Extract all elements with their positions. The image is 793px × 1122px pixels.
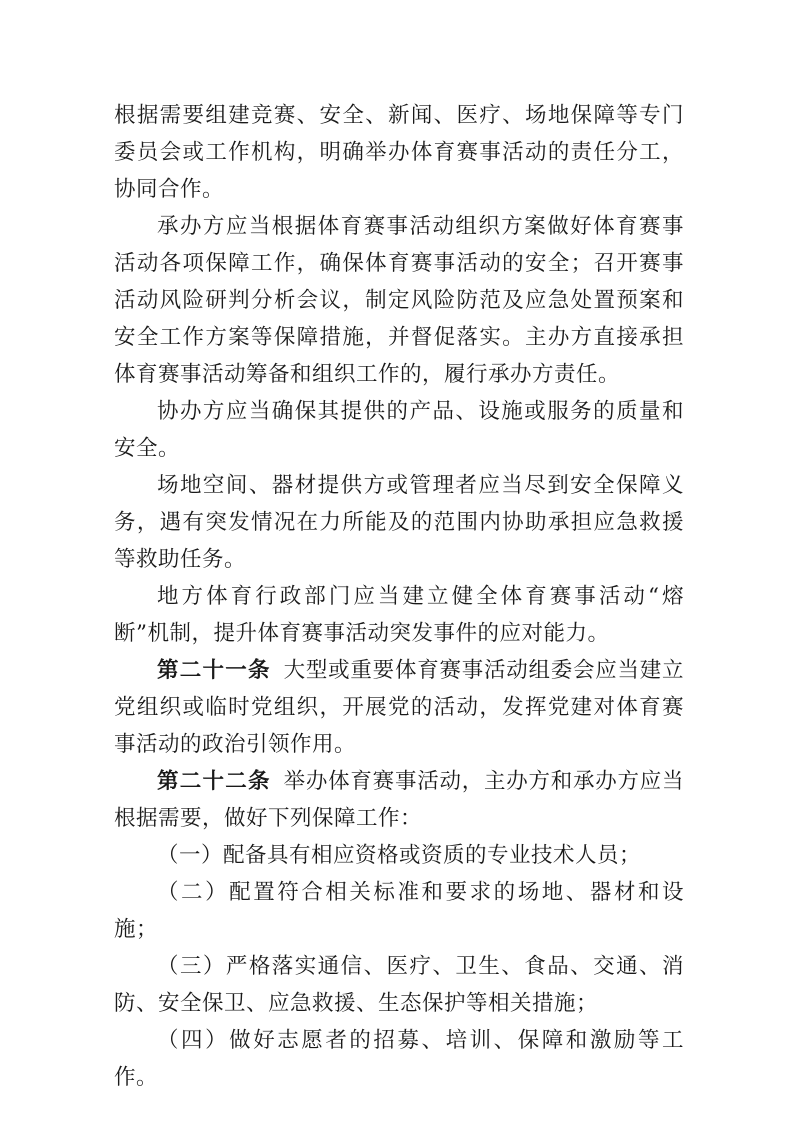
paragraph-organizer-duties: 承办方应当根据体育赛事活动组织方案做好体育赛事活动各项保障工作，确保体育赛事活动的安全；召开赛事活动风险研判分析会议，制定风险防范及应急处置预案和安全工作方案等保障措施，并督促落实。主办方直接承担体育赛事活动筹备和组织工作的，履行承办方责任。 [114,214,684,387]
article-22 [114,763,684,837]
list-item: （二）配置符合相关标准和要求的场地、器材和设施； [114,880,684,942]
paragraph-venue-provider-duties: 场地空间、器材提供方或管理者应当尽到安全保障义务，遇有突发情况在力所能及的范围内协助承担应急救援等救助任务。 [114,473,684,572]
article-21-title: 第二十一条 [157,658,271,683]
paragraph-co-organizer-duties: 协办方应当确保其提供的产品、设施或服务的质量和安全。 [114,399,684,461]
article-21 [114,652,684,763]
article-22-title: 第二十二条 [157,769,271,794]
paragraph-continuation: 根据需要组建竞赛、安全、新闻、医疗、场地保障等专门委员会或工作机构，明确举办体育赛事活动的责任分工，协同合作。 [114,103,684,202]
paragraph-fuse-mechanism: 地方体育行政部门应当建立健全体育赛事活动“熔断”机制，提升体育赛事活动突发事件的应对能力。 [114,584,684,646]
article-21-text: 大型或重要体育赛事活动组委会应当建立党组织或临时党组织，开展党的活动，发挥党建对体育赛事活动的政治引领作用。 [114,658,684,757]
document-body [114,97,684,1096]
list-item: （三）严格落实通信、医疗、卫生、食品、交通、消防、安全保卫、应急救援、生态保护等相关措施； [114,954,684,1016]
article-22-text: 举办体育赛事活动，主办方和承办方应当根据需要，做好下列保障工作： [114,769,684,831]
list-item: （四）做好志愿者的招募、培训、保障和激励等工作。 [114,1028,684,1090]
list-item: （一）配备具有相应资格或资质的专业技术人员； [157,843,642,868]
